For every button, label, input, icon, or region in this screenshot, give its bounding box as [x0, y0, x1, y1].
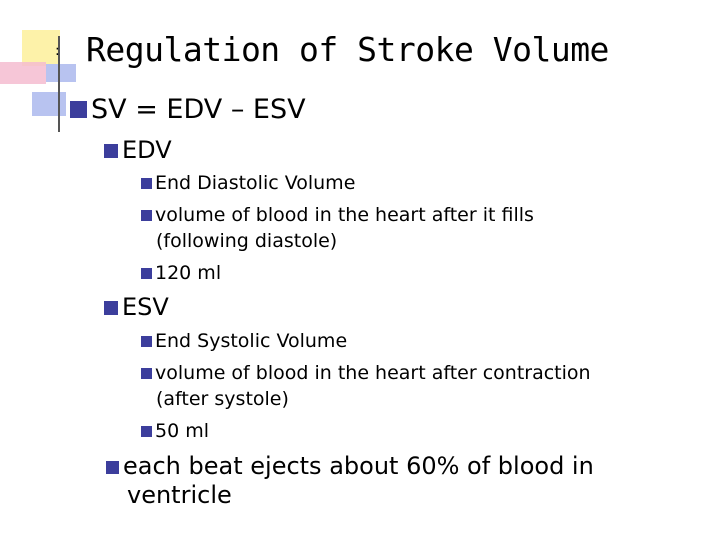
ejection-text-cont: ventricle	[127, 481, 232, 509]
ejection-text: each beat ejects about 60% of blood in	[123, 452, 594, 480]
square-bullet-icon	[141, 178, 152, 189]
decorative-blue-square	[46, 64, 76, 82]
decorative-dots: :	[55, 43, 60, 59]
edv-item-description	[141, 202, 534, 228]
edv-item-definition	[141, 170, 355, 196]
slide-title: Regulation of Stroke Volume	[86, 30, 609, 69]
esv-item-text: End Systolic Volume	[155, 330, 348, 352]
bullet-ejection	[106, 452, 594, 481]
decorative-blue-square-lower	[32, 92, 66, 116]
decorative-pink-square	[0, 62, 46, 84]
formula-text: SV = EDV – ESV	[91, 94, 306, 125]
square-bullet-icon	[70, 101, 87, 118]
esv-item-description-cont: (after systole)	[156, 388, 289, 410]
edv-label: EDV	[122, 136, 172, 164]
edv-item-text: volume of blood in the heart after it fills	[155, 204, 534, 226]
esv-item-text: volume of blood in the heart after contraction	[155, 362, 591, 384]
edv-item-description-cont: (following diastole)	[156, 230, 338, 252]
esv-item-definition	[141, 328, 347, 354]
edv-item-text: End Diastolic Volume	[155, 172, 356, 194]
square-bullet-icon	[104, 301, 118, 315]
square-bullet-icon	[141, 426, 152, 437]
square-bullet-icon	[141, 210, 152, 221]
esv-item-value	[141, 418, 209, 444]
esv-label: ESV	[122, 293, 169, 321]
edv-item-value	[141, 260, 221, 286]
square-bullet-icon	[106, 461, 119, 474]
bullet-edv	[104, 135, 172, 165]
esv-item-text: 50 ml	[155, 420, 210, 442]
bullet-formula	[70, 92, 306, 128]
square-bullet-icon	[141, 336, 152, 347]
square-bullet-icon	[141, 368, 152, 379]
esv-item-description	[141, 360, 591, 386]
bullet-esv	[104, 292, 169, 322]
square-bullet-icon	[104, 144, 118, 158]
edv-item-text: 120 ml	[155, 262, 222, 284]
square-bullet-icon	[141, 268, 152, 279]
